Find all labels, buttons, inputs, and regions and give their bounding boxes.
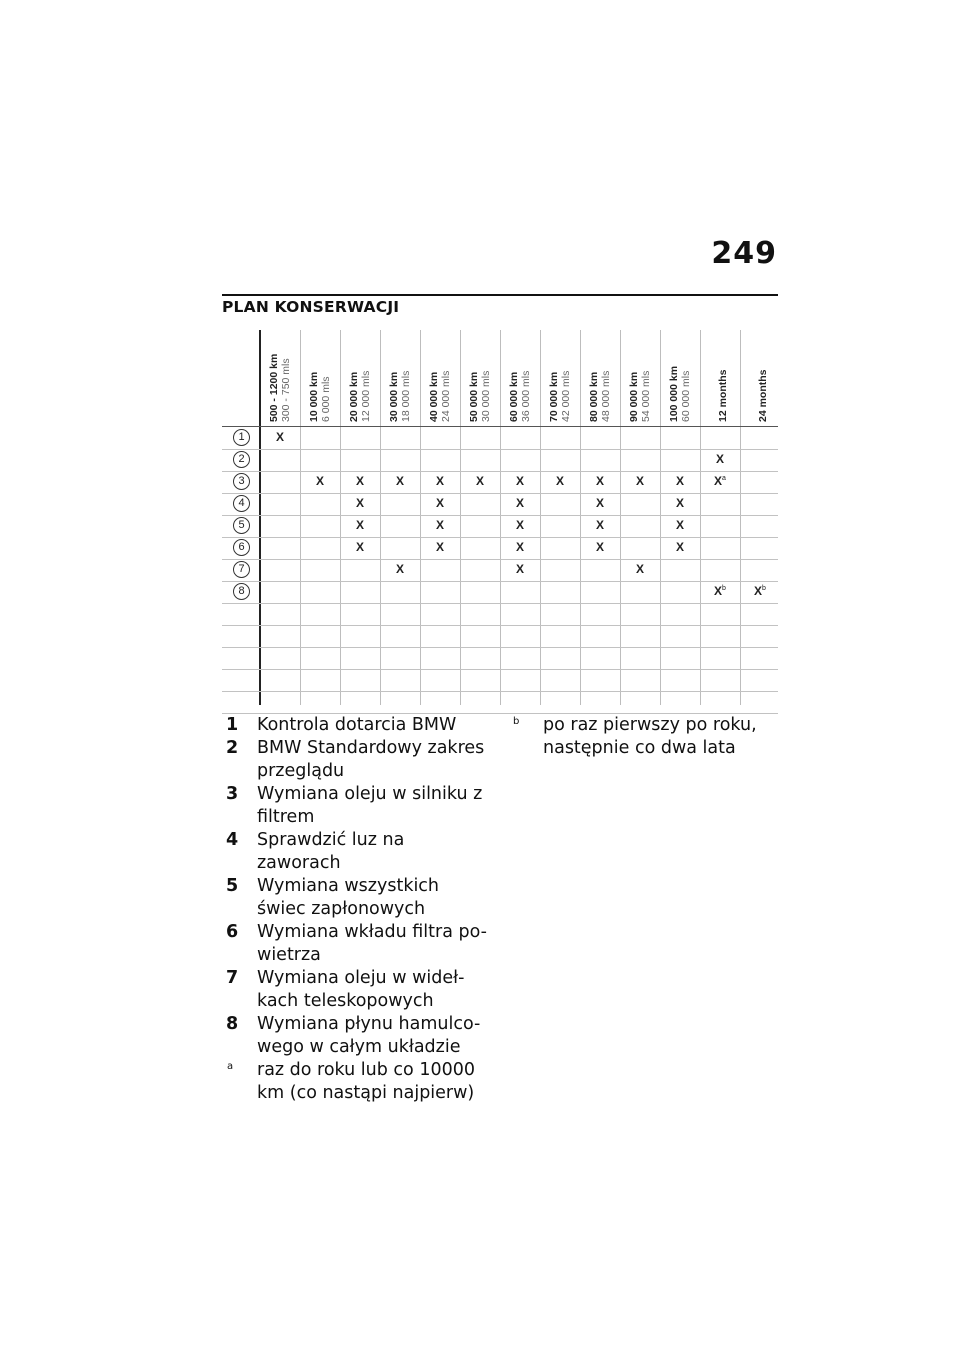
maintenance-mark — [580, 474, 620, 488]
column-header-label — [508, 334, 532, 422]
maintenance-mark — [700, 452, 740, 466]
maintenance-mark — [660, 518, 700, 532]
footnote-b-marker: b — [513, 716, 520, 727]
legend-item-number: 5 — [226, 876, 239, 896]
legend-item-number: 8 — [226, 1014, 239, 1034]
column-header-km: 80 000 km — [588, 371, 600, 422]
maintenance-mark — [380, 562, 420, 576]
footnote-a — [222, 1059, 492, 1105]
maintenance-mark — [460, 474, 500, 488]
column-header-label — [628, 334, 652, 422]
maintenance-mark — [500, 474, 540, 488]
column-header — [380, 332, 420, 424]
column-header-km: 90 000 km — [628, 371, 640, 422]
mark-symbol: X — [395, 562, 404, 576]
maintenance-mark — [500, 496, 540, 510]
maintenance-mark — [700, 474, 740, 488]
maintenance-mark — [340, 540, 380, 554]
footnote-a-marker: a — [227, 1061, 234, 1072]
column-header-km: 30 000 km — [388, 371, 400, 422]
maintenance-mark — [660, 540, 700, 554]
column-header-label — [668, 334, 692, 422]
legend-item-number: 4 — [226, 830, 239, 850]
maintenance-mark — [620, 562, 660, 576]
table-row-divider — [222, 471, 778, 472]
legend-item-text: Wymiana płynu hamulco-wego w całym układzie — [257, 1014, 481, 1057]
maintenance-mark — [740, 584, 780, 598]
mark-symbol: X — [515, 562, 524, 576]
column-header-km: 500 - 1200 km — [268, 353, 280, 422]
column-header — [740, 332, 780, 424]
table-row-divider — [222, 449, 778, 450]
column-header-label — [588, 334, 612, 422]
column-header-mls: 30 000 mls — [480, 370, 492, 422]
legend-item-text: Sprawdzić luz na zaworach — [257, 830, 405, 873]
column-header — [500, 332, 540, 424]
maintenance-mark — [540, 474, 580, 488]
maintenance-mark — [660, 496, 700, 510]
mark-symbol: X — [515, 496, 524, 510]
column-header-km: 70 000 km — [548, 371, 560, 422]
maintenance-mark — [340, 496, 380, 510]
mark-symbol: X — [715, 452, 724, 466]
column-header-mls: 54 000 mls — [640, 370, 652, 422]
row-number-badge: 3 — [233, 473, 250, 490]
column-header-km: 60 000 km — [508, 371, 520, 422]
mark-symbol: X — [515, 474, 524, 488]
mark-symbol: X — [475, 474, 484, 488]
mark-symbol: X — [395, 474, 404, 488]
column-header-mls: 12 000 mls — [360, 370, 372, 422]
mark-symbol: X — [355, 496, 364, 510]
column-header — [620, 332, 660, 424]
mark-footnote-ref: b — [762, 585, 766, 592]
column-header-label — [548, 334, 572, 422]
column-header — [540, 332, 580, 424]
mark-footnote-ref: a — [722, 475, 726, 482]
footnote-a-text: raz do roku lub co 10000 km (co nastąpi najpierw) — [257, 1060, 475, 1103]
table-row-divider — [222, 515, 778, 516]
table-row-divider — [222, 603, 778, 604]
mark-symbol: X — [635, 562, 644, 576]
table-row-divider — [222, 669, 778, 670]
mark-symbol: X — [355, 474, 364, 488]
column-header — [260, 332, 300, 424]
mark-symbol: X — [714, 474, 723, 488]
maintenance-mark — [500, 540, 540, 554]
maintenance-mark — [700, 584, 740, 598]
column-header-km: 10 000 km — [308, 371, 320, 422]
legend-item-text: Kontrola dotarcia BMW — [257, 715, 457, 735]
legend-item — [222, 1013, 492, 1059]
table-row-divider — [222, 493, 778, 494]
column-header-km: 20 000 km — [348, 371, 360, 422]
maintenance-mark — [340, 474, 380, 488]
page-number: 249 — [711, 236, 777, 271]
column-header-mls: 48 000 mls — [600, 370, 612, 422]
mark-symbol: X — [595, 540, 604, 554]
legend-item-text: Wymiana oleju w wideł-kach teleskopowych — [257, 968, 465, 1011]
column-header — [700, 332, 740, 424]
mark-symbol: X — [435, 518, 444, 532]
footnote-b-text: po raz pierwszy po roku, następnie co dwa lata — [543, 715, 757, 758]
legend-item — [222, 875, 492, 921]
column-header-label — [268, 334, 292, 422]
row-number-badge: 1 — [233, 429, 250, 446]
maintenance-mark — [380, 474, 420, 488]
maintenance-mark — [660, 474, 700, 488]
column-header-label — [711, 334, 729, 422]
row-number-badge: 6 — [233, 539, 250, 556]
maintenance-mark — [500, 562, 540, 576]
mark-symbol: X — [675, 518, 684, 532]
mark-symbol: X — [355, 540, 364, 554]
row-number-badge: 8 — [233, 583, 250, 600]
maintenance-mark — [580, 540, 620, 554]
column-header-label — [428, 334, 452, 422]
mark-symbol: X — [555, 474, 564, 488]
legend-item — [222, 783, 492, 829]
column-header-mls: 24 000 mls — [440, 370, 452, 422]
maintenance-mark — [300, 474, 340, 488]
maintenance-mark — [580, 496, 620, 510]
mark-symbol: X — [635, 474, 644, 488]
column-header-mls: 42 000 mls — [560, 370, 572, 422]
mark-symbol: X — [275, 430, 284, 444]
maintenance-mark — [420, 496, 460, 510]
legend-item — [222, 921, 492, 967]
table-row-divider — [222, 559, 778, 560]
row-number-badge: 4 — [233, 495, 250, 512]
legend-item — [222, 714, 492, 737]
mark-symbol: X — [675, 540, 684, 554]
table-row-divider — [222, 625, 778, 626]
column-header-mls: 60 000 mls — [680, 370, 692, 422]
column-header-label — [751, 334, 769, 422]
column-header — [300, 332, 340, 424]
table-row-divider — [222, 647, 778, 648]
column-header-mls: 6 000 mls — [320, 376, 332, 422]
legend-item-text: Wymiana wszystkich świec zapłonowych — [257, 876, 440, 919]
column-header-mls: 300 - 750 mls — [280, 358, 292, 422]
column-header-km: 100 000 km — [668, 365, 680, 422]
legend-left — [222, 714, 492, 1105]
maintenance-mark — [420, 518, 460, 532]
maintenance-mark — [500, 518, 540, 532]
legend-item-text: Wymiana wkładu filtra po-wietrza — [257, 922, 487, 965]
mark-footnote-ref: b — [722, 585, 726, 592]
mark-symbol: X — [515, 540, 524, 554]
mark-symbol: X — [595, 518, 604, 532]
mark-symbol: X — [754, 584, 763, 598]
mark-symbol: X — [515, 518, 524, 532]
column-header — [420, 332, 460, 424]
legend-item-number: 7 — [226, 968, 239, 988]
footnote-b — [508, 714, 778, 760]
legend-item-number: 6 — [226, 922, 239, 942]
legend-item — [222, 737, 492, 783]
table-header-divider — [222, 426, 778, 427]
maintenance-mark — [420, 540, 460, 554]
table-row-divider — [222, 537, 778, 538]
legend-item-number: 1 — [226, 715, 239, 735]
maintenance-mark — [620, 474, 660, 488]
mark-symbol: X — [435, 474, 444, 488]
legend-item-text: BMW Standardowy zakres przeglądu — [257, 738, 485, 781]
maintenance-mark — [420, 474, 460, 488]
maintenance-mark — [340, 518, 380, 532]
mark-symbol: X — [675, 496, 684, 510]
column-header-period: 12 months — [717, 369, 729, 422]
mark-symbol: X — [675, 474, 684, 488]
row-number-badge: 7 — [233, 561, 250, 578]
table-row-divider — [222, 581, 778, 582]
legend-item-text: Wymiana oleju w silniku z filtrem — [257, 784, 483, 827]
mark-symbol: X — [315, 474, 324, 488]
mark-symbol: X — [435, 496, 444, 510]
column-header-km: 50 000 km — [468, 371, 480, 422]
legend-right — [508, 714, 778, 760]
table-row-divider — [222, 691, 778, 692]
column-header — [660, 332, 700, 424]
column-header — [340, 332, 380, 424]
column-header-label — [308, 334, 332, 422]
page-title: PLAN KONSERWACJI — [222, 298, 400, 316]
column-header-mls: 18 000 mls — [400, 370, 412, 422]
column-header — [580, 332, 620, 424]
column-header — [460, 332, 500, 424]
maintenance-mark — [260, 430, 300, 444]
legend-item — [222, 829, 492, 875]
maintenance-mark — [580, 518, 620, 532]
column-header-label — [348, 334, 372, 422]
column-header-label — [388, 334, 412, 422]
column-header-km: 40 000 km — [428, 371, 440, 422]
column-header-label — [468, 334, 492, 422]
mark-symbol: X — [355, 518, 364, 532]
legend-item — [222, 967, 492, 1013]
legend-item-number: 2 — [226, 738, 239, 758]
row-number-badge: 5 — [233, 517, 250, 534]
legend-item-number: 3 — [226, 784, 239, 804]
row-number-badge: 2 — [233, 451, 250, 468]
mark-symbol: X — [595, 474, 604, 488]
mark-symbol: X — [595, 496, 604, 510]
column-header-mls: 36 000 mls — [520, 370, 532, 422]
column-header-period: 24 months — [757, 369, 769, 422]
mark-symbol: X — [714, 584, 723, 598]
mark-symbol: X — [435, 540, 444, 554]
